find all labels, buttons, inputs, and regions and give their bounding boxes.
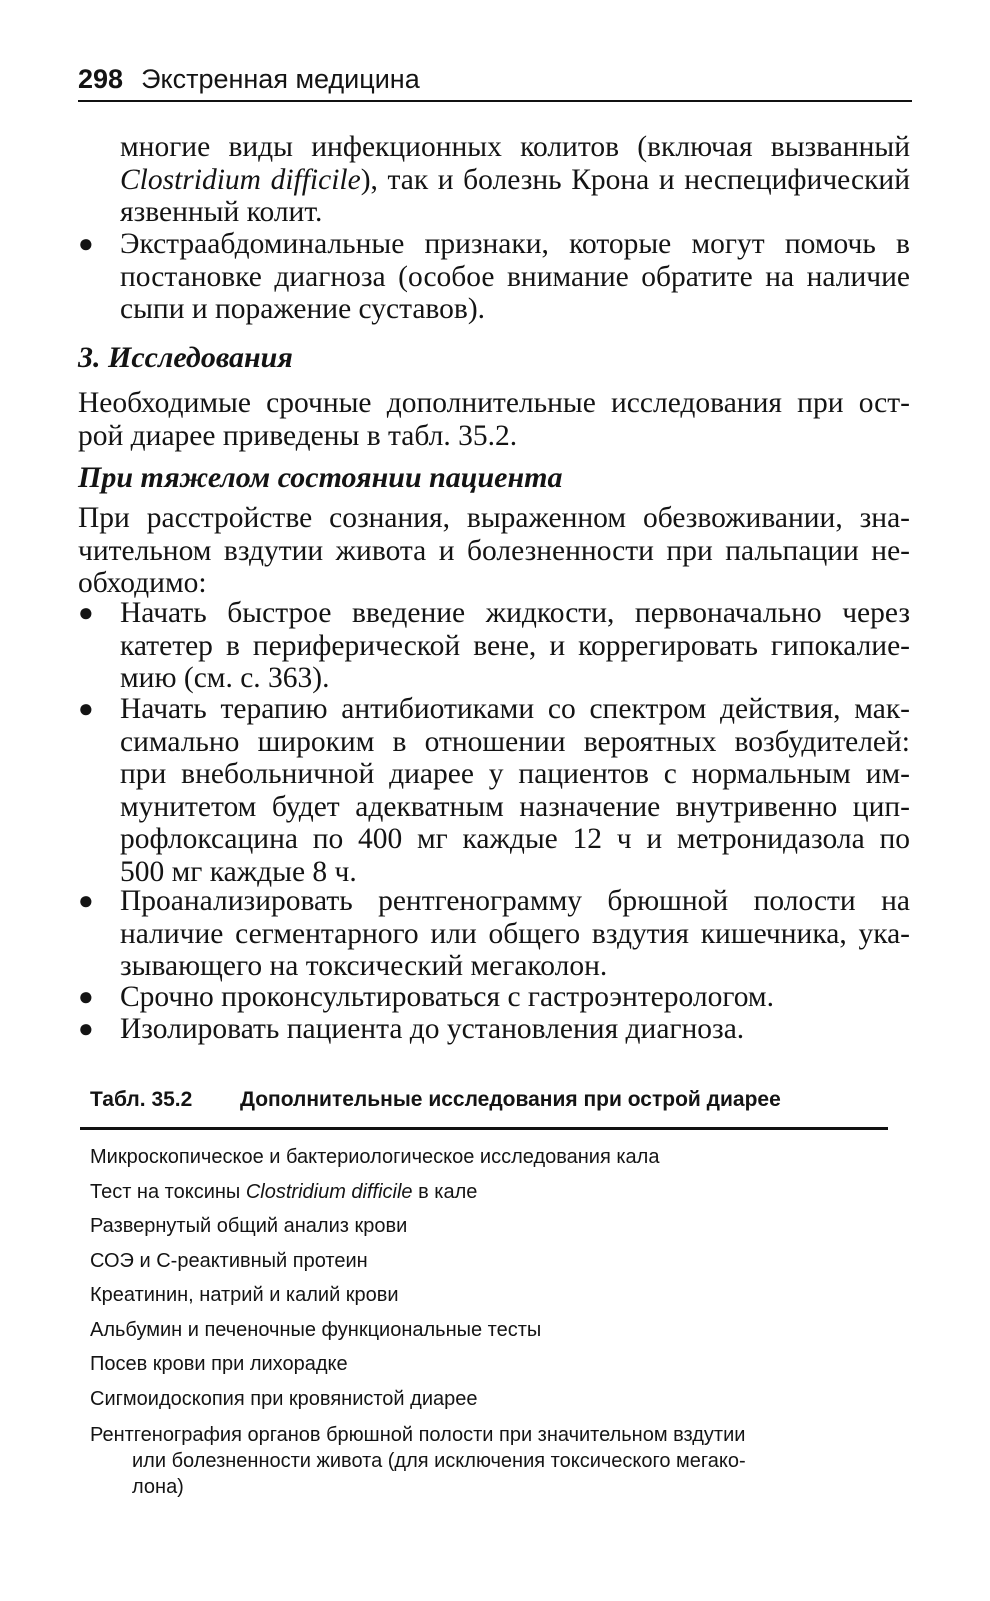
text-line: мунитетом будет адекватным назначение внутривенно цип- xyxy=(120,790,910,823)
bullet-item xyxy=(78,228,910,326)
text-line: чительном вздутии живота и болезненности при пальпации не- xyxy=(78,534,910,567)
table-row: Микроскопическое и бактериологическое исследования кала xyxy=(90,1146,660,1168)
table-row xyxy=(90,1422,890,1500)
table-caption xyxy=(90,1086,781,1114)
text-line: сыпи и поражение суставов). xyxy=(120,293,486,325)
italic-term: Clostridium difficile xyxy=(245,1180,413,1203)
text-line: Экстраабдоминальные признаки, которые могут помочь в xyxy=(120,228,910,260)
table-row: Сигмоидоскопия при кровянистой диарее xyxy=(90,1387,478,1410)
table-row: Развернутый общий анализ крови xyxy=(90,1215,408,1237)
italic-term: Clostridium difficile xyxy=(120,163,361,196)
text-line: наличие сегментарного или общего вздутия кишечника, ука- xyxy=(120,917,910,950)
row-text: Тест на токсины xyxy=(90,1180,246,1203)
text-line: при внебольничной диарее у пациентов с нормальным им- xyxy=(120,758,910,790)
table-row xyxy=(90,1175,890,1210)
text-line: Начать терапию антибиотиками со спектром действия, мак- xyxy=(120,693,910,725)
table-row: СОЭ и С-реактивный протеин xyxy=(90,1249,368,1272)
bullet-item xyxy=(78,1013,910,1046)
bullet-item xyxy=(78,981,910,1014)
bullet-dot-icon: ● xyxy=(78,1014,94,1043)
text-line: Необходимые срочные дополнительные исследования при ост- xyxy=(78,387,910,419)
section-heading: 3. Исследования xyxy=(78,341,293,374)
bullet-dot-icon: ● xyxy=(78,886,94,915)
text-line: симально широким в отношении вероятных возбудителей: xyxy=(120,725,910,758)
subsection-heading: При тяжелом состоянии пациента xyxy=(78,461,563,494)
section-paragraph xyxy=(78,387,910,452)
text-line-rest: ), так и болезнь Крона и неспецифический xyxy=(360,163,910,196)
text-line: 500 мг каждые 8 ч. xyxy=(120,855,357,888)
table-number: Табл. 35.2 xyxy=(90,1088,193,1111)
table-title: Дополнительные исследования при острой диарее xyxy=(240,1088,781,1111)
bullet-dot-icon: ● xyxy=(78,982,94,1011)
table-row: Креатинин, натрий и калий крови xyxy=(90,1284,399,1306)
bullet-item xyxy=(78,597,910,695)
running-title: Экстренная медицина xyxy=(141,64,420,94)
table-body xyxy=(90,1140,890,1500)
table-row: Альбумин и печеночные функциональные тесты xyxy=(90,1318,542,1341)
subsection-paragraph xyxy=(78,502,910,600)
text-line: многие виды инфекционных колитов (включая вызванный xyxy=(120,131,910,163)
text-line: язвенный колит. xyxy=(120,196,323,228)
text-line: мию (см. с. 363). xyxy=(120,662,330,694)
row-line: Рентгенография органов брюшной полости при значительном вздутии xyxy=(90,1424,746,1446)
text-line: Начать быстрое введение жидкости, первоначально через xyxy=(120,597,910,629)
bullet-item xyxy=(78,693,910,888)
text-line: катетер в периферической вене, и коррегировать гипокалие- xyxy=(120,629,910,662)
table-rule xyxy=(80,1127,888,1130)
text-line: обходимо: xyxy=(78,567,207,599)
bullet-dot-icon: ● xyxy=(78,598,94,627)
row-line: лона) xyxy=(132,1476,184,1498)
text-line: рой диарее приведены в табл. 35.2. xyxy=(78,419,518,452)
row-line: или болезненности живота (для исключения токсического мегако- xyxy=(132,1450,746,1472)
bullet-item xyxy=(78,885,910,983)
page-number: 298 xyxy=(78,64,124,94)
bullet-dot-icon: ● xyxy=(78,694,94,723)
row-text: в кале xyxy=(412,1180,478,1203)
table-row: Посев крови при лихорадке xyxy=(90,1353,348,1375)
page-header xyxy=(78,62,910,102)
text-line: зывающего на токсический мегаколон. xyxy=(120,950,608,982)
header-rule xyxy=(78,100,912,102)
text-line: рофлоксацина по 400 мг каждые 12 ч и метронидазола по xyxy=(120,823,910,855)
bullet-dot-icon: ● xyxy=(78,229,94,258)
text-line-with-italic xyxy=(78,164,910,197)
text-line: Проанализировать рентгенограмму брюшной полости на xyxy=(120,885,910,917)
continuation-paragraph xyxy=(78,131,910,229)
text-line: Срочно проконсультироваться с гастроэнтерологом. xyxy=(120,981,774,1013)
text-line: При расстройстве сознания, выраженном обезвоживании, зна- xyxy=(78,502,910,534)
text-line: Изолировать пациента до установления диагноза. xyxy=(120,1013,745,1045)
text-line: постановке диагноза (особое внимание обратите на наличие xyxy=(120,260,910,293)
